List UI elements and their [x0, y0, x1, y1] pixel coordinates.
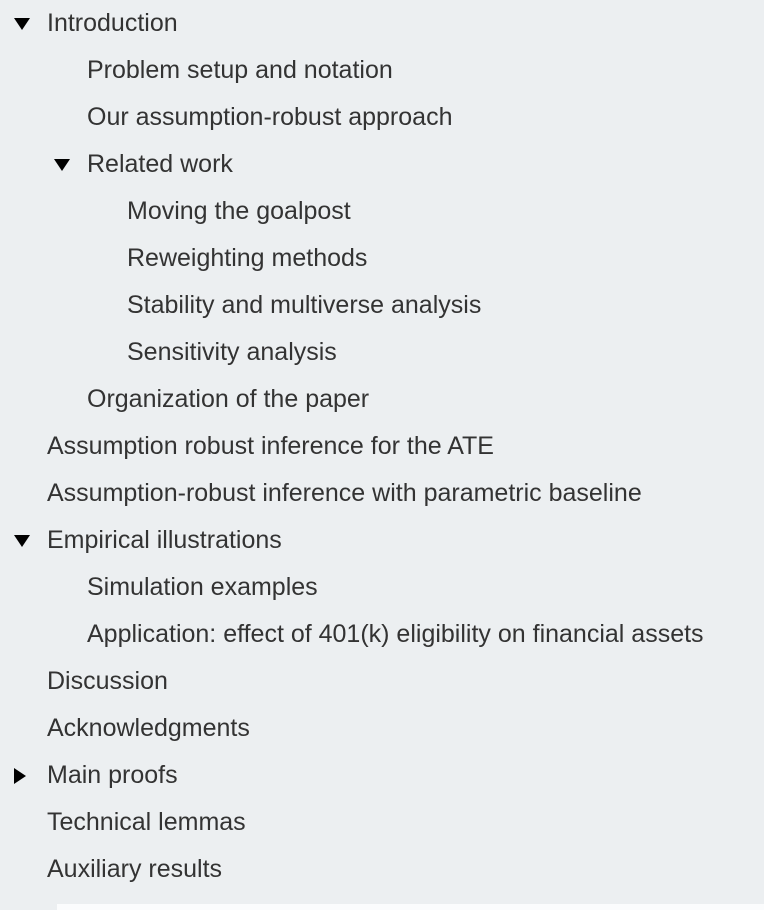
toc-item-label: Application: effect of 401(k) eligibility on financial assets [87, 620, 704, 648]
toc-item[interactable] [0, 658, 764, 705]
toc-item-label: Stability and multiverse analysis [127, 291, 482, 319]
toc-item[interactable] [0, 611, 764, 658]
toc-item[interactable] [0, 94, 764, 141]
toc-item-label: Main proofs [47, 761, 178, 789]
toc-item-label: Acknowledgments [47, 714, 250, 742]
toc-item-label: Simulation examples [87, 573, 318, 601]
toc-item-label: Sensitivity analysis [127, 338, 337, 366]
toc-item[interactable] [0, 188, 764, 235]
toc-item-label: Assumption robust inference for the ATE [47, 432, 494, 460]
toc-item[interactable] [0, 235, 764, 282]
toc-item[interactable] [0, 329, 764, 376]
toc-item[interactable] [0, 141, 764, 188]
triangle-down-icon[interactable] [14, 535, 47, 547]
toc-item[interactable] [0, 423, 764, 470]
toc-item[interactable] [0, 564, 764, 611]
toc-item[interactable] [0, 517, 764, 564]
toc-item[interactable] [0, 799, 764, 846]
triangle-down-icon[interactable] [14, 18, 47, 30]
toc-item[interactable] [0, 47, 764, 94]
toc-item-label: Organization of the paper [87, 385, 370, 413]
toc-item[interactable] [0, 846, 764, 893]
toc-item-label: Assumption-robust inference with parametric baseline [47, 479, 642, 507]
triangle-right-icon[interactable] [14, 768, 47, 784]
toc-item[interactable] [0, 705, 764, 752]
toc-item-label: Moving the goalpost [127, 197, 351, 225]
toc-item-label: Problem setup and notation [87, 56, 393, 84]
toc-item[interactable] [0, 752, 764, 799]
toc-item-label: Our assumption-robust approach [87, 103, 453, 131]
toc-item-label: Discussion [47, 667, 168, 695]
toc-item[interactable] [0, 470, 764, 517]
toc-item[interactable] [0, 0, 764, 47]
toc-item[interactable] [0, 376, 764, 423]
toc-item-label: Reweighting methods [127, 244, 368, 272]
toc-item-label: Introduction [47, 9, 178, 37]
panel-bottom-edge [57, 904, 764, 910]
toc-item[interactable] [0, 282, 764, 329]
toc-item-label: Auxiliary results [47, 855, 223, 883]
toc-item-label: Empirical illustrations [47, 526, 282, 554]
toc-item-label: Technical lemmas [47, 808, 246, 836]
toc-item-label: Related work [87, 150, 233, 178]
triangle-down-icon[interactable] [54, 159, 87, 171]
